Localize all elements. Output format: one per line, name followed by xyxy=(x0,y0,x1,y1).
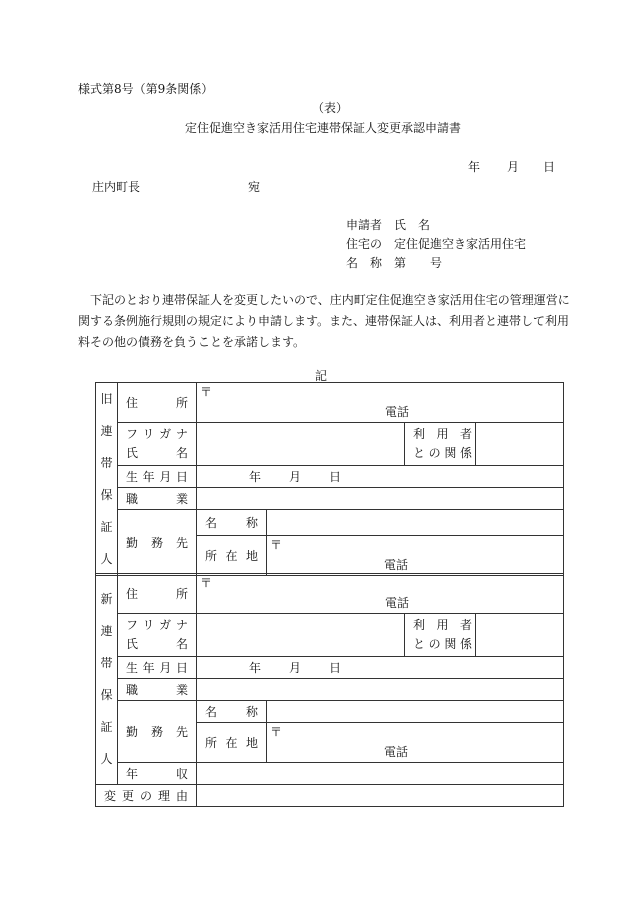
side-label: （表） xyxy=(312,101,349,115)
new-guarantor-table xyxy=(95,573,564,807)
new-relation-field[interactable] xyxy=(476,614,564,657)
applicant-house-label: 住宅の 定住促進空き家活用住宅 xyxy=(346,237,527,251)
body-paragraph: 下記のとおり連帯保証人を変更したいので、庄内町定住促進空き家活用住宅の管理運営に関する条例施行規則の規定により申請します。また、連帯保証人は、利用者と連帯して利用料その他の債務を負うことを承諾します。 xyxy=(78,293,570,349)
reason-label: 変更の理由 xyxy=(96,785,197,807)
old-furigana-name-label: フリガナ 氏名 xyxy=(118,423,197,466)
new-birthdate-label: 生年月日 xyxy=(118,657,197,679)
old-occupation-label: 職業 xyxy=(118,488,197,510)
old-guarantor-section: 旧 連 帯 保 証 人 xyxy=(96,383,118,576)
new-guarantor-section: 新 連 帯 保 証 人 xyxy=(96,574,118,785)
guarantor-table xyxy=(95,382,564,576)
applicant-house-name-label: 名 称 第 号 xyxy=(346,256,443,270)
new-work-location-label: 所在地 xyxy=(197,723,267,763)
addressee-suffix: 宛 xyxy=(248,180,261,194)
old-address-field[interactable] xyxy=(197,383,564,423)
new-address-label: 住所 xyxy=(118,574,197,614)
old-work-name-label: 名称 xyxy=(197,510,267,536)
zip-mark: 〒 xyxy=(200,385,213,399)
old-workplace-label: 勤務先 xyxy=(118,510,197,576)
date-year: 年 xyxy=(468,160,481,174)
new-occupation-field[interactable] xyxy=(197,679,564,701)
new-work-name-field[interactable] xyxy=(267,701,564,723)
new-work-location-field[interactable]: 〒 電話 xyxy=(267,723,564,763)
date-day: 日 xyxy=(543,160,556,174)
date-month: 月 xyxy=(507,160,520,174)
applicant-name-label: 申請者 氏 名 xyxy=(346,218,431,232)
new-name-field[interactable] xyxy=(197,614,405,657)
new-income-label: 年収 xyxy=(118,763,197,785)
old-name-field[interactable] xyxy=(197,423,405,466)
new-occupation-label: 職業 xyxy=(118,679,197,701)
birth-year: 年 月 日 xyxy=(249,470,342,484)
old-work-name-field[interactable] xyxy=(267,510,564,536)
old-work-location-label: 所在地 xyxy=(197,536,267,576)
old-relation-label: 利用者 との関係 xyxy=(405,423,476,466)
phone-label: 電話 xyxy=(385,405,410,419)
new-work-name-label: 名称 xyxy=(197,701,267,723)
new-birthdate-field[interactable]: 年 月 日 xyxy=(197,657,564,679)
old-address-label: 住所 xyxy=(118,383,197,423)
addressee: 庄内町長 xyxy=(92,180,141,194)
form-number: 様式第8号（第9条関係） xyxy=(78,82,214,96)
new-address-field[interactable]: 〒 電話 xyxy=(197,574,564,614)
old-work-location-field[interactable]: 〒 電話 xyxy=(267,536,564,576)
document-title: 定住促進空き家活用住宅連帯保証人変更承認申請書 xyxy=(185,121,462,135)
old-occupation-field[interactable] xyxy=(197,488,564,510)
old-birthdate-field[interactable] xyxy=(197,466,564,488)
old-birthdate-label: 生年月日 xyxy=(118,466,197,488)
new-workplace-label: 勤務先 xyxy=(118,701,197,763)
old-relation-field[interactable] xyxy=(476,423,564,466)
new-income-field[interactable] xyxy=(197,763,564,785)
new-relation-label: 利用者 との関係 xyxy=(405,614,476,657)
ki-label: 記 xyxy=(315,369,328,383)
new-furigana-name-label: フリガナ 氏名 xyxy=(118,614,197,657)
reason-field[interactable] xyxy=(197,785,564,807)
